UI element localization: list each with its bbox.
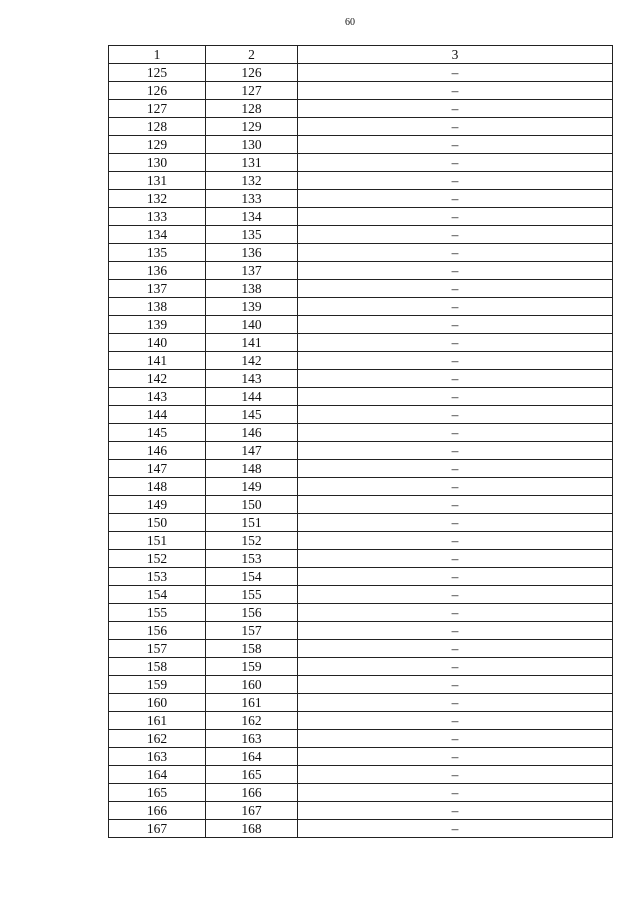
table-row [109,622,613,640]
table-row [109,604,613,622]
table-row [109,190,613,208]
table-cell-col-3: – [298,496,613,514]
table-cell-col-1: 156 [109,622,206,640]
table-row [109,424,613,442]
table-cell-col-3: – [298,550,613,568]
table-cell-col-2: 145 [206,406,298,424]
table-cell-col-3: – [298,658,613,676]
table-cell-col-1: 153 [109,568,206,586]
table-row [109,514,613,532]
table-cell-col-2: 166 [206,784,298,802]
table-cell-col-1: 149 [109,496,206,514]
table-header-row [109,46,613,64]
table-cell-col-1: 144 [109,406,206,424]
table-row [109,262,613,280]
table-cell-col-2: 167 [206,802,298,820]
table-cell-col-1: 167 [109,820,206,838]
table-cell-col-3: – [298,478,613,496]
table-row [109,460,613,478]
table-cell-col-3: – [298,460,613,478]
table-cell-col-2: 148 [206,460,298,478]
table-cell-col-1: 140 [109,334,206,352]
table-cell-col-1: 136 [109,262,206,280]
table-cell-col-3: – [298,640,613,658]
table-row [109,658,613,676]
table-cell-col-1: 161 [109,712,206,730]
table-cell-col-1: 135 [109,244,206,262]
table-row [109,64,613,82]
table-cell-col-3: – [298,226,613,244]
table-row [109,496,613,514]
table-cell-col-3: – [298,514,613,532]
table-row [109,478,613,496]
table-cell-col-1: 147 [109,460,206,478]
table-cell-col-3: – [298,766,613,784]
table-cell-col-1: 154 [109,586,206,604]
table-row [109,712,613,730]
table-cell-col-3: – [298,172,613,190]
table-cell-col-1: 126 [109,82,206,100]
table-cell-col-3: – [298,334,613,352]
table-cell-col-2: 141 [206,334,298,352]
table-cell-col-3: – [298,262,613,280]
table-cell-col-2: 155 [206,586,298,604]
table-cell-col-3: – [298,388,613,406]
table-cell-col-1: 151 [109,532,206,550]
table-cell-col-1: 164 [109,766,206,784]
table-cell-col-2: 133 [206,190,298,208]
table-cell-col-1: 145 [109,424,206,442]
table-cell-col-2: 147 [206,442,298,460]
table-cell-col-1: 157 [109,640,206,658]
table-cell-col-3: – [298,370,613,388]
table-cell-col-3: – [298,604,613,622]
table-cell-col-3: – [298,244,613,262]
table-row [109,730,613,748]
table-row [109,172,613,190]
table-cell-col-2: 157 [206,622,298,640]
table-cell-col-2: 146 [206,424,298,442]
table-cell-col-1: 148 [109,478,206,496]
table-cell-col-1: 165 [109,784,206,802]
table-cell-col-2: 154 [206,568,298,586]
table-row [109,568,613,586]
table-cell-col-1: 163 [109,748,206,766]
table-cell-col-3: – [298,424,613,442]
table-cell-col-1: 142 [109,370,206,388]
table-cell-col-1: 138 [109,298,206,316]
table-cell-col-2: 138 [206,280,298,298]
table-cell-col-3: – [298,532,613,550]
table-row [109,118,613,136]
table-cell-col-3: – [298,676,613,694]
table-cell-col-1: 139 [109,316,206,334]
table-row [109,334,613,352]
table-cell-col-1: 131 [109,172,206,190]
table-row [109,784,613,802]
table-cell-col-2: 136 [206,244,298,262]
table-cell-col-2: 144 [206,388,298,406]
table-cell-col-1: 155 [109,604,206,622]
table-cell-col-3: – [298,64,613,82]
table-cell-col-1: 166 [109,802,206,820]
table-cell-col-1: 152 [109,550,206,568]
table-row [109,370,613,388]
table-cell-col-2: 153 [206,550,298,568]
table-cell-col-3: – [298,316,613,334]
table-cell-col-2: 128 [206,100,298,118]
table-row [109,640,613,658]
table-cell-col-3: – [298,406,613,424]
table-cell-col-3: – [298,298,613,316]
table-cell-col-1: 162 [109,730,206,748]
table-cell-col-1: 128 [109,118,206,136]
table-cell-col-3: – [298,190,613,208]
table-cell-col-3: – [298,442,613,460]
table-cell-col-1: 132 [109,190,206,208]
table-cell-col-2: 130 [206,136,298,154]
table-cell-col-2: 164 [206,748,298,766]
table-cell-col-2: 163 [206,730,298,748]
table-cell-col-2: 142 [206,352,298,370]
table-cell-col-2: 165 [206,766,298,784]
table-cell-col-2: 158 [206,640,298,658]
table-cell-col-2: 132 [206,172,298,190]
table-cell-col-2: 137 [206,262,298,280]
table-cell-col-1: 141 [109,352,206,370]
table-cell-col-2: 126 [206,64,298,82]
column-header-3: 3 [298,46,613,64]
table-cell-col-3: – [298,748,613,766]
table-cell-col-2: 139 [206,298,298,316]
table-cell-col-3: – [298,622,613,640]
table-cell-col-2: 151 [206,514,298,532]
table-cell-col-1: 160 [109,694,206,712]
table-cell-col-1: 137 [109,280,206,298]
table-cell-col-3: – [298,136,613,154]
table-cell-col-3: – [298,730,613,748]
table-cell-col-2: 162 [206,712,298,730]
table-cell-col-2: 161 [206,694,298,712]
table-row [109,82,613,100]
table-row [109,136,613,154]
column-header-2: 2 [206,46,298,64]
table-cell-col-3: – [298,568,613,586]
table-row [109,766,613,784]
table-cell-col-3: – [298,712,613,730]
table-row [109,100,613,118]
table-cell-col-2: 149 [206,478,298,496]
table-row [109,154,613,172]
table-cell-col-1: 129 [109,136,206,154]
table-cell-col-2: 150 [206,496,298,514]
table-cell-col-3: – [298,694,613,712]
table-cell-col-1: 143 [109,388,206,406]
table-cell-col-2: 143 [206,370,298,388]
table-row [109,244,613,262]
table-cell-col-3: – [298,118,613,136]
table-row [109,820,613,838]
table-row [109,550,613,568]
table-row [109,208,613,226]
table-cell-col-2: 156 [206,604,298,622]
table-row [109,352,613,370]
table-cell-col-3: – [298,82,613,100]
table-row [109,586,613,604]
table-cell-col-3: – [298,352,613,370]
table-cell-col-1: 125 [109,64,206,82]
table-cell-col-2: 134 [206,208,298,226]
table-cell-col-3: – [298,820,613,838]
table-cell-col-3: – [298,154,613,172]
table-cell-col-3: – [298,100,613,118]
table-cell-col-1: 158 [109,658,206,676]
data-table [108,45,613,838]
table-cell-col-3: – [298,280,613,298]
table-cell-col-2: 140 [206,316,298,334]
table-row [109,406,613,424]
table-cell-col-1: 146 [109,442,206,460]
table-cell-col-1: 133 [109,208,206,226]
table-cell-col-3: – [298,586,613,604]
table-cell-col-2: 159 [206,658,298,676]
table-cell-col-1: 134 [109,226,206,244]
table-cell-col-3: – [298,208,613,226]
table-row [109,802,613,820]
table-cell-col-2: 135 [206,226,298,244]
table-cell-col-3: – [298,802,613,820]
table-cell-col-2: 129 [206,118,298,136]
table-cell-col-3: – [298,784,613,802]
table-cell-col-2: 152 [206,532,298,550]
table-row [109,298,613,316]
table-cell-col-2: 127 [206,82,298,100]
page-number: 60 [345,17,355,28]
table-row [109,280,613,298]
table-cell-col-1: 127 [109,100,206,118]
table-row [109,532,613,550]
table-cell-col-1: 159 [109,676,206,694]
table-cell-col-1: 130 [109,154,206,172]
table-row [109,748,613,766]
table-row [109,676,613,694]
table-cell-col-2: 168 [206,820,298,838]
table-row [109,226,613,244]
table-row [109,388,613,406]
table-cell-col-1: 150 [109,514,206,532]
table-row [109,316,613,334]
table-row [109,442,613,460]
column-header-1: 1 [109,46,206,64]
table-body [109,64,613,838]
table-row [109,694,613,712]
table-cell-col-2: 131 [206,154,298,172]
table-cell-col-2: 160 [206,676,298,694]
